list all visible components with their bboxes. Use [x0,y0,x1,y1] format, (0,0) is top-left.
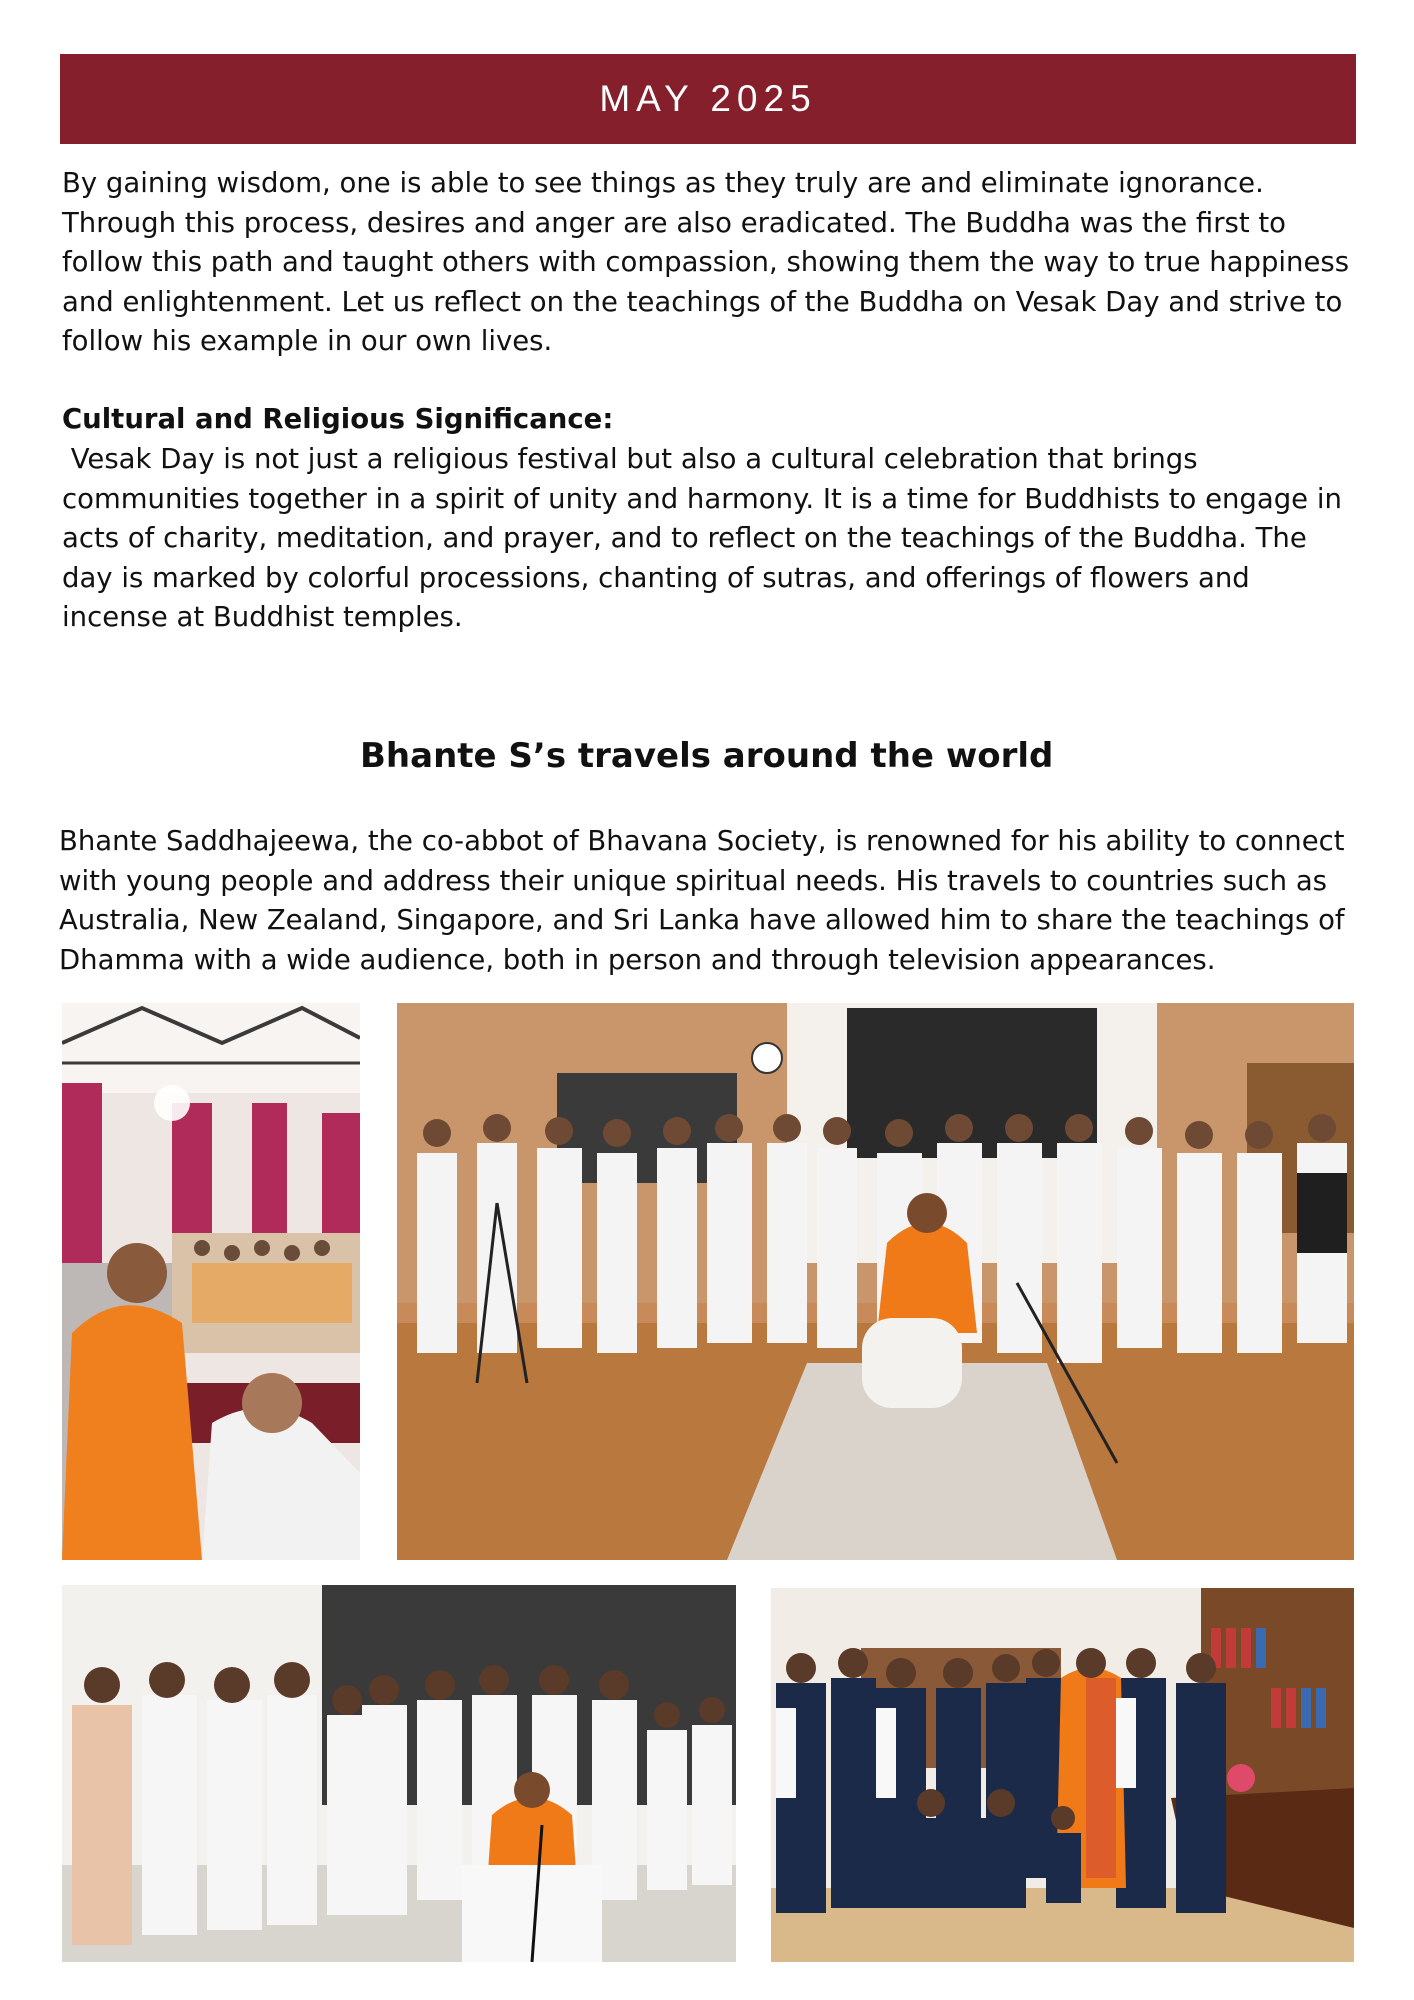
cultural-paragraph-text: Vesak Day is not just a religious festival but also a cultural celebration that brings communities together in a spirit of unity and harmony. It is a time for Buddhists to engage in acts of charity, meditation, and prayer, and to reflect on the teachings of the Buddha. The day is marked by colorful processions, chanting of sutras, and offerings of flowers and incense at Buddhist temples. [62,443,1342,633]
photo-library-group [771,1588,1354,1962]
travels-paragraph: Bhante Saddhajeewa, the co-abbot of Bhavana Society, is renowned for his ability to connect with young people and address their unique spiritual needs. His travels to countries such as Australia, New Zealand, Singapore, and Sri Lanka have allowed him to share the teachings of Dhamma with a wide audience, both in person and through television appearances. [59,825,1345,976]
photo-monk-speaking [62,1003,360,1560]
photo-group-hall [397,1003,1354,1560]
photo-youth-group [62,1585,736,1962]
cultural-paragraph [62,440,1362,638]
section-heading: Bhante S’s travels around the world [360,736,1054,776]
cultural-heading: Cultural and Religious Significance: [62,403,614,435]
header-bar [60,54,1356,144]
page-title: MAY 2025 [599,78,817,119]
intro-paragraph: By gaining wisdom, one is able to see things as they truly are and eliminate ignorance. Through this process, desires and anger are also eradicated. The Buddha was the first to follow this path and taught others with compassion, showing them the way to true happiness and enlightenment. Let us reflect on the teachings of the Buddha on Vesak Day and strive to follow his example in our own lives. [62,167,1350,357]
